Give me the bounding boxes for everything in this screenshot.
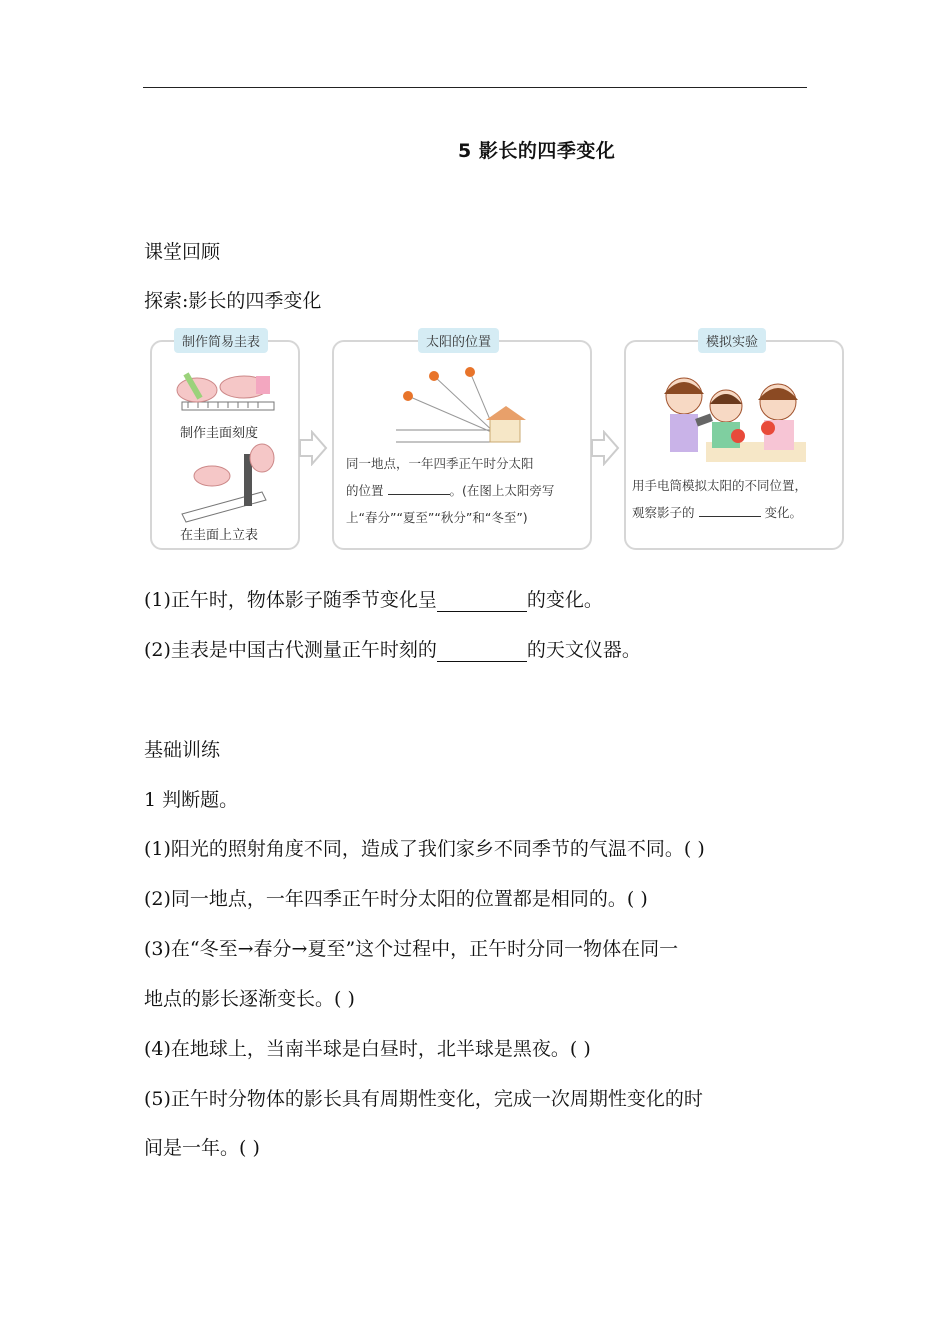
judgement-item: 地点的影长逐渐变长。( ) (144, 988, 355, 1010)
gnomon-illustration (152, 342, 298, 548)
sun-blank (388, 494, 450, 495)
judgement-item: 间是一年。( ) (144, 1137, 260, 1159)
header-rule (143, 87, 807, 88)
children-illustration (626, 342, 842, 462)
explore-figure (148, 328, 848, 553)
judgement-item: (4)在地球上，当南半球是白昼时，北半球是黑夜。( ) (144, 1038, 591, 1060)
panel-simulation-title: 模拟实验 (698, 328, 766, 353)
sim-blank (699, 516, 761, 517)
sim-text-line2 (632, 499, 802, 526)
page-title: 5 影长的四季变化 (458, 140, 616, 162)
caption-gnomon: 在圭面上立表 (180, 528, 259, 543)
review-q2 (144, 635, 641, 662)
sun-text-line2a: 的位置 (346, 483, 384, 498)
arrow-right-icon (590, 430, 620, 466)
judgement-item: (1)阳光的照射角度不同，造成了我们家乡不同季节的气温不同。( ) (144, 838, 705, 860)
review-q2-text: (2)圭表是中国古代测量正午时刻的 (144, 639, 437, 661)
sun-diagram (334, 342, 590, 462)
sun-text-line3: 上“春分”“夏至”“秋分”和“冬至”) (346, 510, 528, 525)
panel-gnomon (150, 335, 300, 550)
judgement-item: (5)正午时分物体的影长具有周期性变化，完成一次周期性变化的时 (144, 1088, 703, 1110)
review-q2-blank (437, 639, 527, 662)
review-q1-text: (1)正午时，物体影子随季节变化呈 (144, 589, 437, 611)
review-q1 (144, 585, 603, 612)
caption-scale: 制作圭面刻度 (180, 426, 259, 441)
sun-text-line2 (346, 477, 554, 504)
panel-gnomon-title: 制作简易圭表 (174, 328, 268, 353)
section-judgement: 1 判断题。 (144, 789, 239, 811)
panel-sun-position (332, 335, 592, 550)
review-q1-blank (437, 589, 527, 612)
sim-text-line2b: 变化。 (764, 505, 802, 520)
arrow-right-icon (298, 430, 328, 466)
review-q2-tail: 的天文仪器。 (526, 639, 641, 661)
sun-text-line1: 同一地点，一年四季正午时分太阳 (346, 456, 534, 471)
sun-text-line2b: 。(在图上太阳旁写 (449, 483, 555, 498)
sim-text-line1: 用手电筒模拟太阳的不同位置， (632, 478, 808, 493)
judgement-item: (2)同一地点，一年四季正午时分太阳的位置都是相同的。( ) (144, 888, 648, 910)
training-heading: 基础训练 (144, 739, 221, 761)
panel-sun-title: 太阳的位置 (418, 328, 499, 353)
judgement-item: (3)在“冬至→春分→夏至”这个过程中，正午时分同一物体在同一 (144, 938, 679, 960)
review-heading: 课堂回顾 (144, 241, 221, 263)
review-q1-tail: 的变化。 (526, 589, 603, 611)
explore-heading: 探索:影长的四季变化 (144, 290, 322, 312)
sim-text-line2a: 观察影子的 (632, 505, 695, 520)
panel-simulation (624, 335, 844, 550)
